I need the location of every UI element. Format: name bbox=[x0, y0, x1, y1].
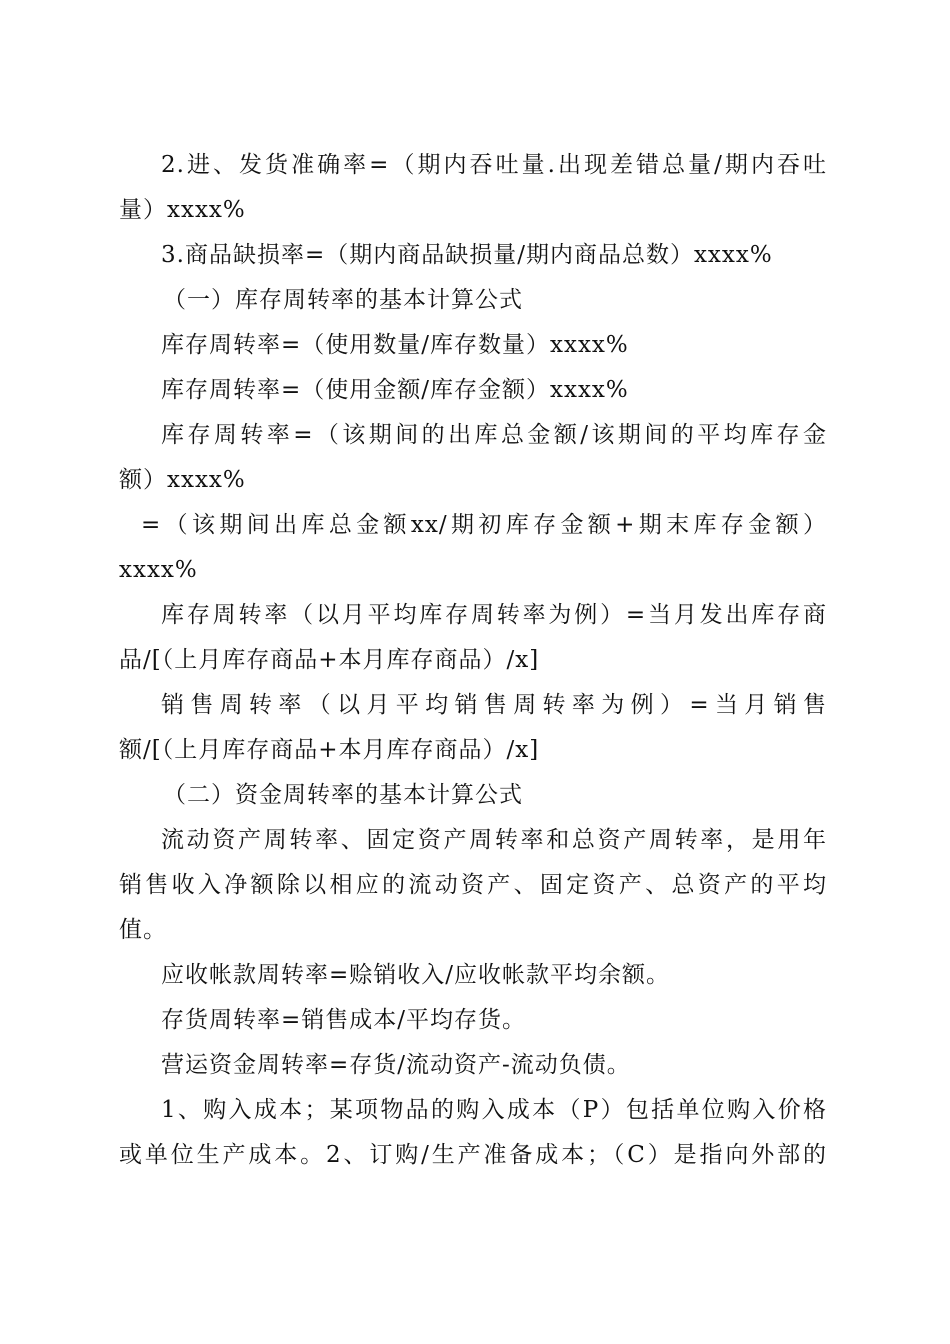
formula-line-3: 库存周转率=（该期间的出库总金额/该期间的平均库存金 bbox=[161, 422, 827, 448]
paragraph-line-4: 流动资产周转率、固定资产周转率和总资产周转率，是用年 bbox=[161, 827, 827, 853]
paragraph-line-7: 1、购入成本；某项物品的购入成本（P）包括单位购入价格 bbox=[161, 1097, 827, 1123]
formula-line-1: 库存周转率=（使用数量/库存数量）xxxx% bbox=[161, 332, 629, 358]
paragraph-line-1: 2.进、发货准确率=（期内吞吐量.出现差错总量/期内吞吐 bbox=[161, 152, 827, 178]
section-heading-1: （一）库存周转率的基本计算公式 bbox=[163, 287, 523, 313]
paragraph-line-6: 值。 bbox=[119, 917, 167, 943]
formula-line-9: 营运资金周转率=存货/流动资产-流动负债。 bbox=[161, 1052, 631, 1078]
formula-line-6-cont: 额/[（上月库存商品+本月库存商品）/x] bbox=[119, 737, 540, 763]
formula-line-3-cont: 额）xxxx% bbox=[119, 467, 246, 493]
formula-line-7: 应收帐款周转率=赊销收入/应收帐款平均余额。 bbox=[161, 962, 671, 988]
formula-line-6: 销售周转率（以月平均销售周转率为例）=当月销售 bbox=[161, 692, 827, 718]
formula-line-8: 存货周转率=销售成本/平均存货。 bbox=[161, 1007, 527, 1033]
paragraph-line-8: 或单位生产成本。2、订购/生产准备成本；（C）是指向外部的 bbox=[119, 1142, 827, 1168]
formula-line-4-cont: xxxx% bbox=[119, 557, 198, 583]
paragraph-line-5: 销售收入净额除以相应的流动资产、固定资产、总资产的平均 bbox=[119, 872, 827, 898]
paragraph-line-3: 3.商品缺损率=（期内商品缺损量/期内商品总数）xxxx% bbox=[161, 242, 773, 268]
formula-line-2: 库存周转率=（使用金额/库存金额）xxxx% bbox=[161, 377, 629, 403]
formula-line-5: 库存周转率（以月平均库存周转率为例）=当月发出库存商 bbox=[161, 602, 827, 628]
formula-line-4: =（该期间出库总金额xx/期初库存金额+期末库存金额） bbox=[141, 512, 827, 538]
document-body bbox=[119, 143, 827, 1178]
section-heading-2: （二）资金周转率的基本计算公式 bbox=[163, 782, 523, 808]
formula-line-5-cont: 品/[（上月库存商品+本月库存商品）/x] bbox=[119, 647, 540, 673]
paragraph-line-2: 量）xxxx% bbox=[119, 197, 246, 223]
